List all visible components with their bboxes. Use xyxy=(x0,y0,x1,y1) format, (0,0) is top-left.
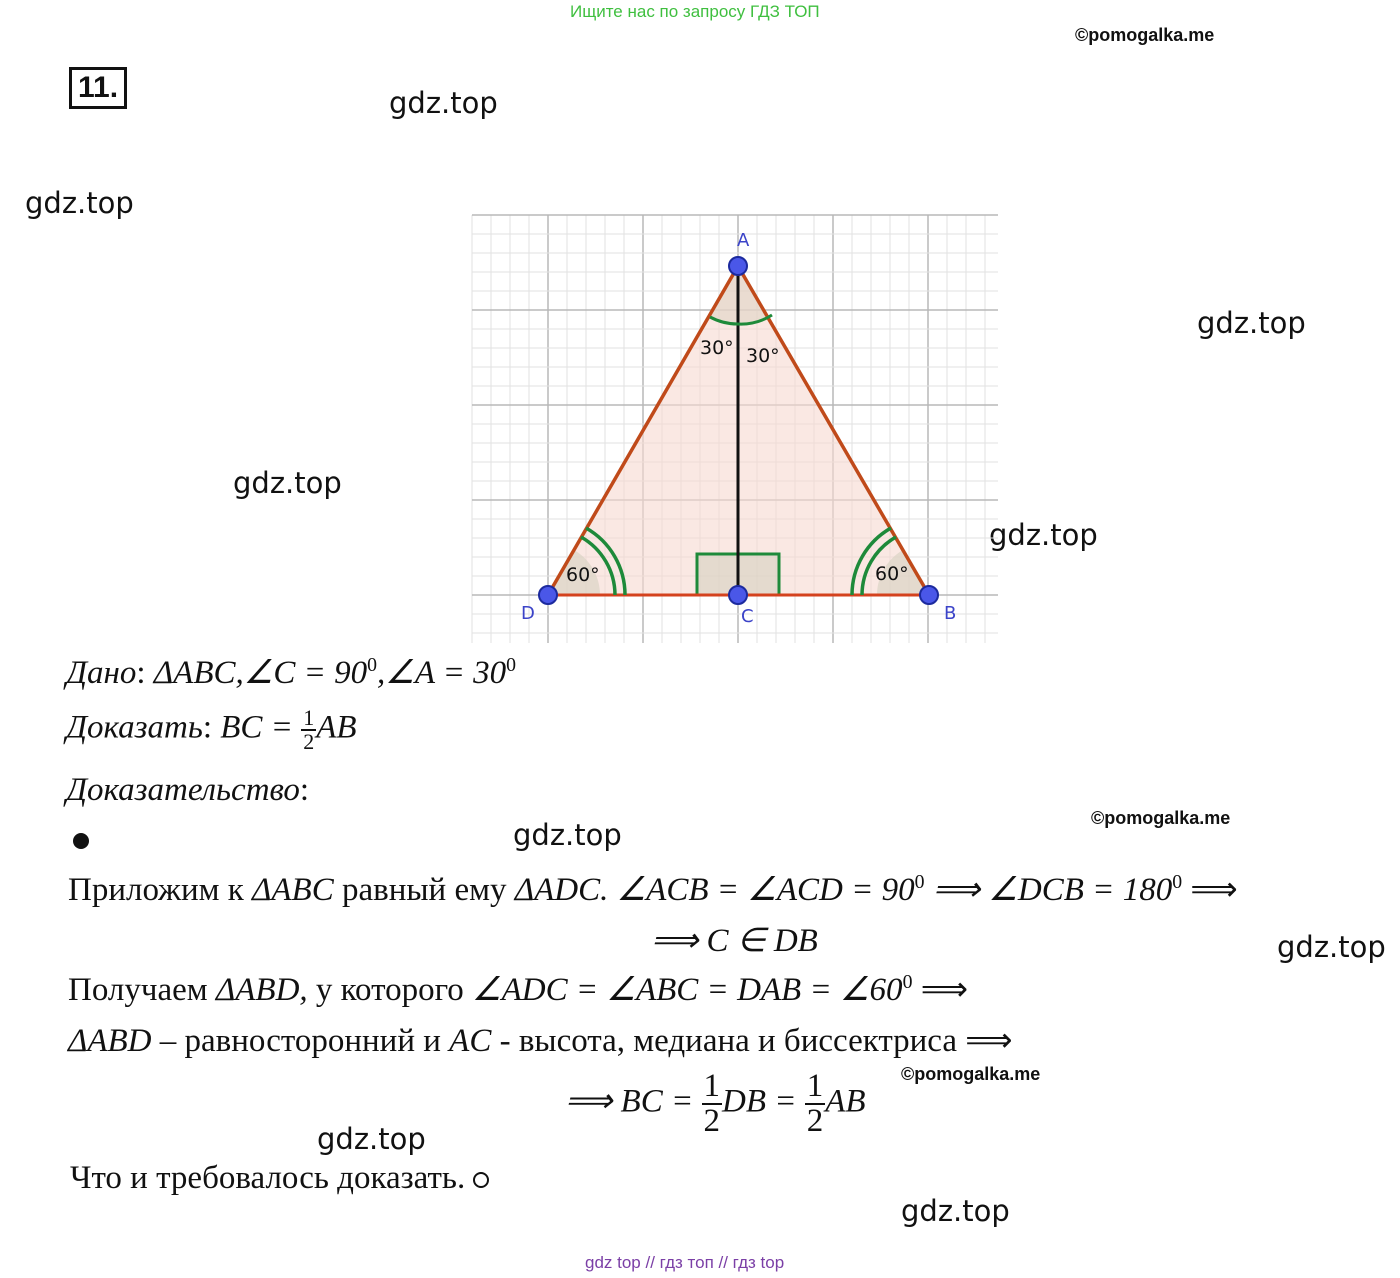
footer-text: gdz top // гдз топ // гдз top xyxy=(585,1253,785,1272)
prove-label: Доказать xyxy=(66,709,203,746)
prove-fraction: $\frac{1}{2}$ xyxy=(303,705,315,754)
watermark-9: gdz.top xyxy=(901,1194,1010,1228)
label-a: A xyxy=(737,230,750,251)
angle-label-d: 60° xyxy=(566,564,600,586)
watermark-7: gdz.top xyxy=(1277,930,1386,964)
point-c xyxy=(729,586,747,604)
prove-rhs: AB xyxy=(316,709,357,746)
prove-line: Доказать: BC = $\frac{1}{2}$ AB xyxy=(66,705,357,754)
given-label: Дано xyxy=(66,655,137,691)
point-d xyxy=(539,586,557,604)
label-b: B xyxy=(944,603,957,624)
proof-line-4: ΔABD – равносторонний и AC - высота, медиана и биссектриса ⟹ xyxy=(68,1023,1013,1059)
given-exp-2: 0 xyxy=(506,654,517,676)
proof-line-2: ⟹ C ∈ DB xyxy=(651,923,818,959)
angle-label-b: 60° xyxy=(875,563,909,585)
triangle-figure xyxy=(470,213,1000,645)
copyright-top: ©pomogalka.me xyxy=(1075,25,1215,45)
proof-line-1: Приложим к ΔABC равный ему ΔADC. ∠ACB = ∠ACD = $90^0$ ⟹ ∠DCB = $180^0$ ⟹ xyxy=(68,871,1238,908)
copyright-middle: ©pomogalka.me xyxy=(1091,808,1231,828)
prove-lhs: BC = xyxy=(220,709,302,746)
angle-label-a2: 30° xyxy=(746,345,780,367)
end-of-proof-mark xyxy=(473,1172,489,1188)
given-expr-1: ΔABC,∠C = 90 xyxy=(153,655,368,691)
problem-number: 11. xyxy=(69,67,127,109)
given-expr-2: ,∠A = 30 xyxy=(377,655,507,691)
watermark-8: gdz.top xyxy=(317,1122,426,1156)
fraction-2: $\frac{1}{2}$ xyxy=(806,1068,824,1139)
proof-label-line: Доказательство: xyxy=(66,772,310,808)
watermark-2: gdz.top xyxy=(25,186,134,220)
search-banner: Ищите нас по запросу ГДЗ ТОП xyxy=(570,2,820,21)
watermark-6: gdz.top xyxy=(513,818,622,852)
point-b xyxy=(920,586,938,604)
bullet xyxy=(73,833,89,849)
point-a xyxy=(729,257,747,275)
copyright-bottom: ©pomogalka.me xyxy=(901,1064,1041,1084)
fraction-1: $\frac{1}{2}$ xyxy=(703,1068,720,1139)
watermark-4: gdz.top xyxy=(233,466,342,500)
proof-line-5: ⟹ BC = $\frac{1}{2}$ DB = $\frac{1}{2}$ AB xyxy=(565,1068,866,1139)
given-line: Дано: ΔABC,∠C = $90^0,\angle A = 30^0$ xyxy=(66,654,517,691)
proof-line-3: Получаем ΔABD, у которого ∠ADC = ∠ABC = DAB = $\angle 60^0$ ⟹ xyxy=(68,971,969,1008)
watermark-5: gdz.top xyxy=(989,518,1098,552)
label-d: D xyxy=(521,603,535,624)
watermark-1: gdz.top xyxy=(389,86,498,120)
proof-line-6: Что и требовалось доказать. xyxy=(70,1160,489,1197)
watermark-3: gdz.top xyxy=(1197,306,1306,340)
given-exp-1: 0 xyxy=(367,654,377,676)
angle-label-a1: 30° xyxy=(700,337,734,359)
label-c: C xyxy=(741,606,754,627)
proof-label: Доказательство xyxy=(66,772,300,808)
